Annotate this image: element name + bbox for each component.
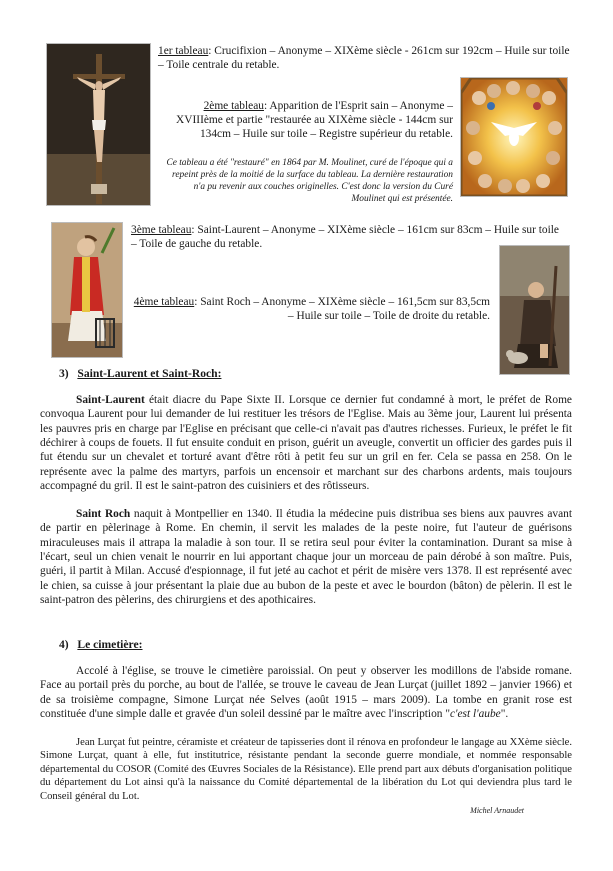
signature: Michel Arnaudet: [470, 806, 524, 815]
cemetery-text-before: Accolé à l'église, se trouve le cimetière paroissial. On peut y observer les modillons de l'abside romane. Face au portail près du porche, au bout de l'allée, se trouve le caveau de Jean Lurçat (juillet 1892 – janvier 1966) et de sa troisième compagne, Simone Lurçat née Selves (août 1915 – mars 2009). La tombe en granit rose est constituée d'une simple dalle et gravée d'un soleil dessiné par le maître avec l'inscription ": [40, 665, 572, 721]
saint-laurent-paragraph: [40, 393, 572, 493]
saint-laurent-text: était diacre du Pape Sixte II. Lorsque ce dernier fut condamné à mort, le préfet de Rome convoqua Laurent pour lui demander de lui restituer les trésors de l'Eglise. Mais au 3ème jour, Laurent lui présenta les pauvres pris en charge par l'Eglise en précisant que celle-ci n'avait pas d'autres richesses. Furieux, le préfet le fit déchirer à coups de fouets. Il fut ensuite conduit en prison, guérit un aveugle, convertit un officier des gardes puis il fut étendu sur un chevalet et torturé avant d'être rôti à petit feu sur un gril en fer. Cela se passa en 258. On le représente avec la palme des martyrs, parfois un encensoir et marchant sur des charbons ardents, mais toujours accompagné du gril. Il est le saint-patron des cuisiniers et des rôtisseurs.: [40, 394, 572, 493]
cemetery-paragraph: [40, 664, 572, 721]
saint-roch-lead: Saint Roch: [76, 508, 131, 520]
tableau4-text: : Saint Roch – Anonyme – XIXème siècle – 161,5cm sur 83,5cm – Huile sur toile – Toile de droite du retable.: [194, 296, 490, 323]
cemetery-quote: c'est l'aube: [449, 708, 501, 721]
section4-number: 4): [59, 638, 69, 651]
tableau4-caption: [132, 295, 490, 323]
saint-roch-painting: [499, 245, 570, 375]
lurcat-paragraph: [40, 736, 572, 803]
tableau1-label: 1er tableau: [158, 45, 209, 57]
cemetery-text-after: ".: [500, 708, 509, 721]
tableau1-caption: [158, 44, 570, 72]
tableau4-label: 4ème tableau: [133, 296, 195, 308]
tableau3-text: : Saint-Laurent – Anonyme – XIXème siècle – 161cm sur 83cm – Huile sur toile – Toile de gauche du retable.: [131, 224, 559, 251]
section4-title: Le cimetière:: [77, 638, 143, 651]
saint-roch-text: naquit à Montpellier en 1340. Il étudia la médecine puis distribua ses biens aux pauvres avant de partir en pèlerinage à Rome. En chemin, il servit les malades de la peste noire, fut l'auteur de guérisons miraculeuses mais il attrapa la maladie à son tour. Il se retira seul pour éviter la contamination. Durant sa mise à l'écart, seul un chien venait le nourrir en lui apportant chaque jour un morceau de pain dérobé à son maître. Puis, guéri, il partit à Milan. Accusé d'espionnage, il fut jeté au cachot et périt de misère vers 1378. Il est représenté avec le chien, sa cuisse à jour présentant la plaie due au bubon de la peste et avec le bourdon (bâton) de pèlerin. Il est le saint-patron des pèlerins, des chirurgiens et des apothicaires.: [40, 508, 572, 607]
section4-heading: [59, 638, 143, 651]
holy-spirit-painting: [460, 77, 568, 197]
saint-laurent-painting: [51, 222, 123, 358]
section3-title: Saint-Laurent et Saint-Roch:: [77, 367, 222, 380]
section3-heading: [59, 367, 221, 380]
section3-number: 3): [59, 367, 69, 380]
saint-roch-paragraph: [40, 507, 572, 607]
tableau2-note: Ce tableau a été "restauré" en 1864 par M. Moulinet, curé de l'époque qui a repeint près de la moitié de la surface du tableau. La dernière restauration n'a pu revenir aux couches originelles. C'est donc la version du Curé Moulinet qui est présentée.: [166, 158, 453, 204]
tableau3-label: 3ème tableau: [131, 224, 192, 236]
tableau2-text: : Apparition de l'Esprit sain – Anonyme – XVIIIème et partie "restaurée au XIXème siècle - 144cm sur 134cm – Huile sur toile – Registre supérieur du retable.: [176, 100, 453, 141]
saint-laurent-lead: Saint-Laurent: [76, 394, 145, 406]
tableau1-text: : Crucifixion – Anonyme – XIXème siècle - 261cm sur 192cm – Huile sur toile – Toile centrale du retable.: [158, 45, 570, 72]
tableau2-caption: [162, 99, 453, 142]
crucifixion-painting: [46, 43, 151, 206]
tableau2-label: 2ème tableau: [203, 100, 264, 112]
lurcat-text: Jean Lurçat fut peintre, céramiste et créateur de tapisseries dont il rénova en profondeur le langage au XXème siècle. Simone Lurçat, quant à elle, fut institutrice, résistante pendant la seconde guerre mondiale, et nommée responsable départemental du COSOR (Comité des Œuvres Sociales de la Résistance). Elle prend part aux débuts d'organisation politique du département du Lot ainsi qu'à la naissance du Comité départemental de la libération du Lot qui deviendra plus tard le Conseil général du Lot.: [40, 737, 572, 802]
